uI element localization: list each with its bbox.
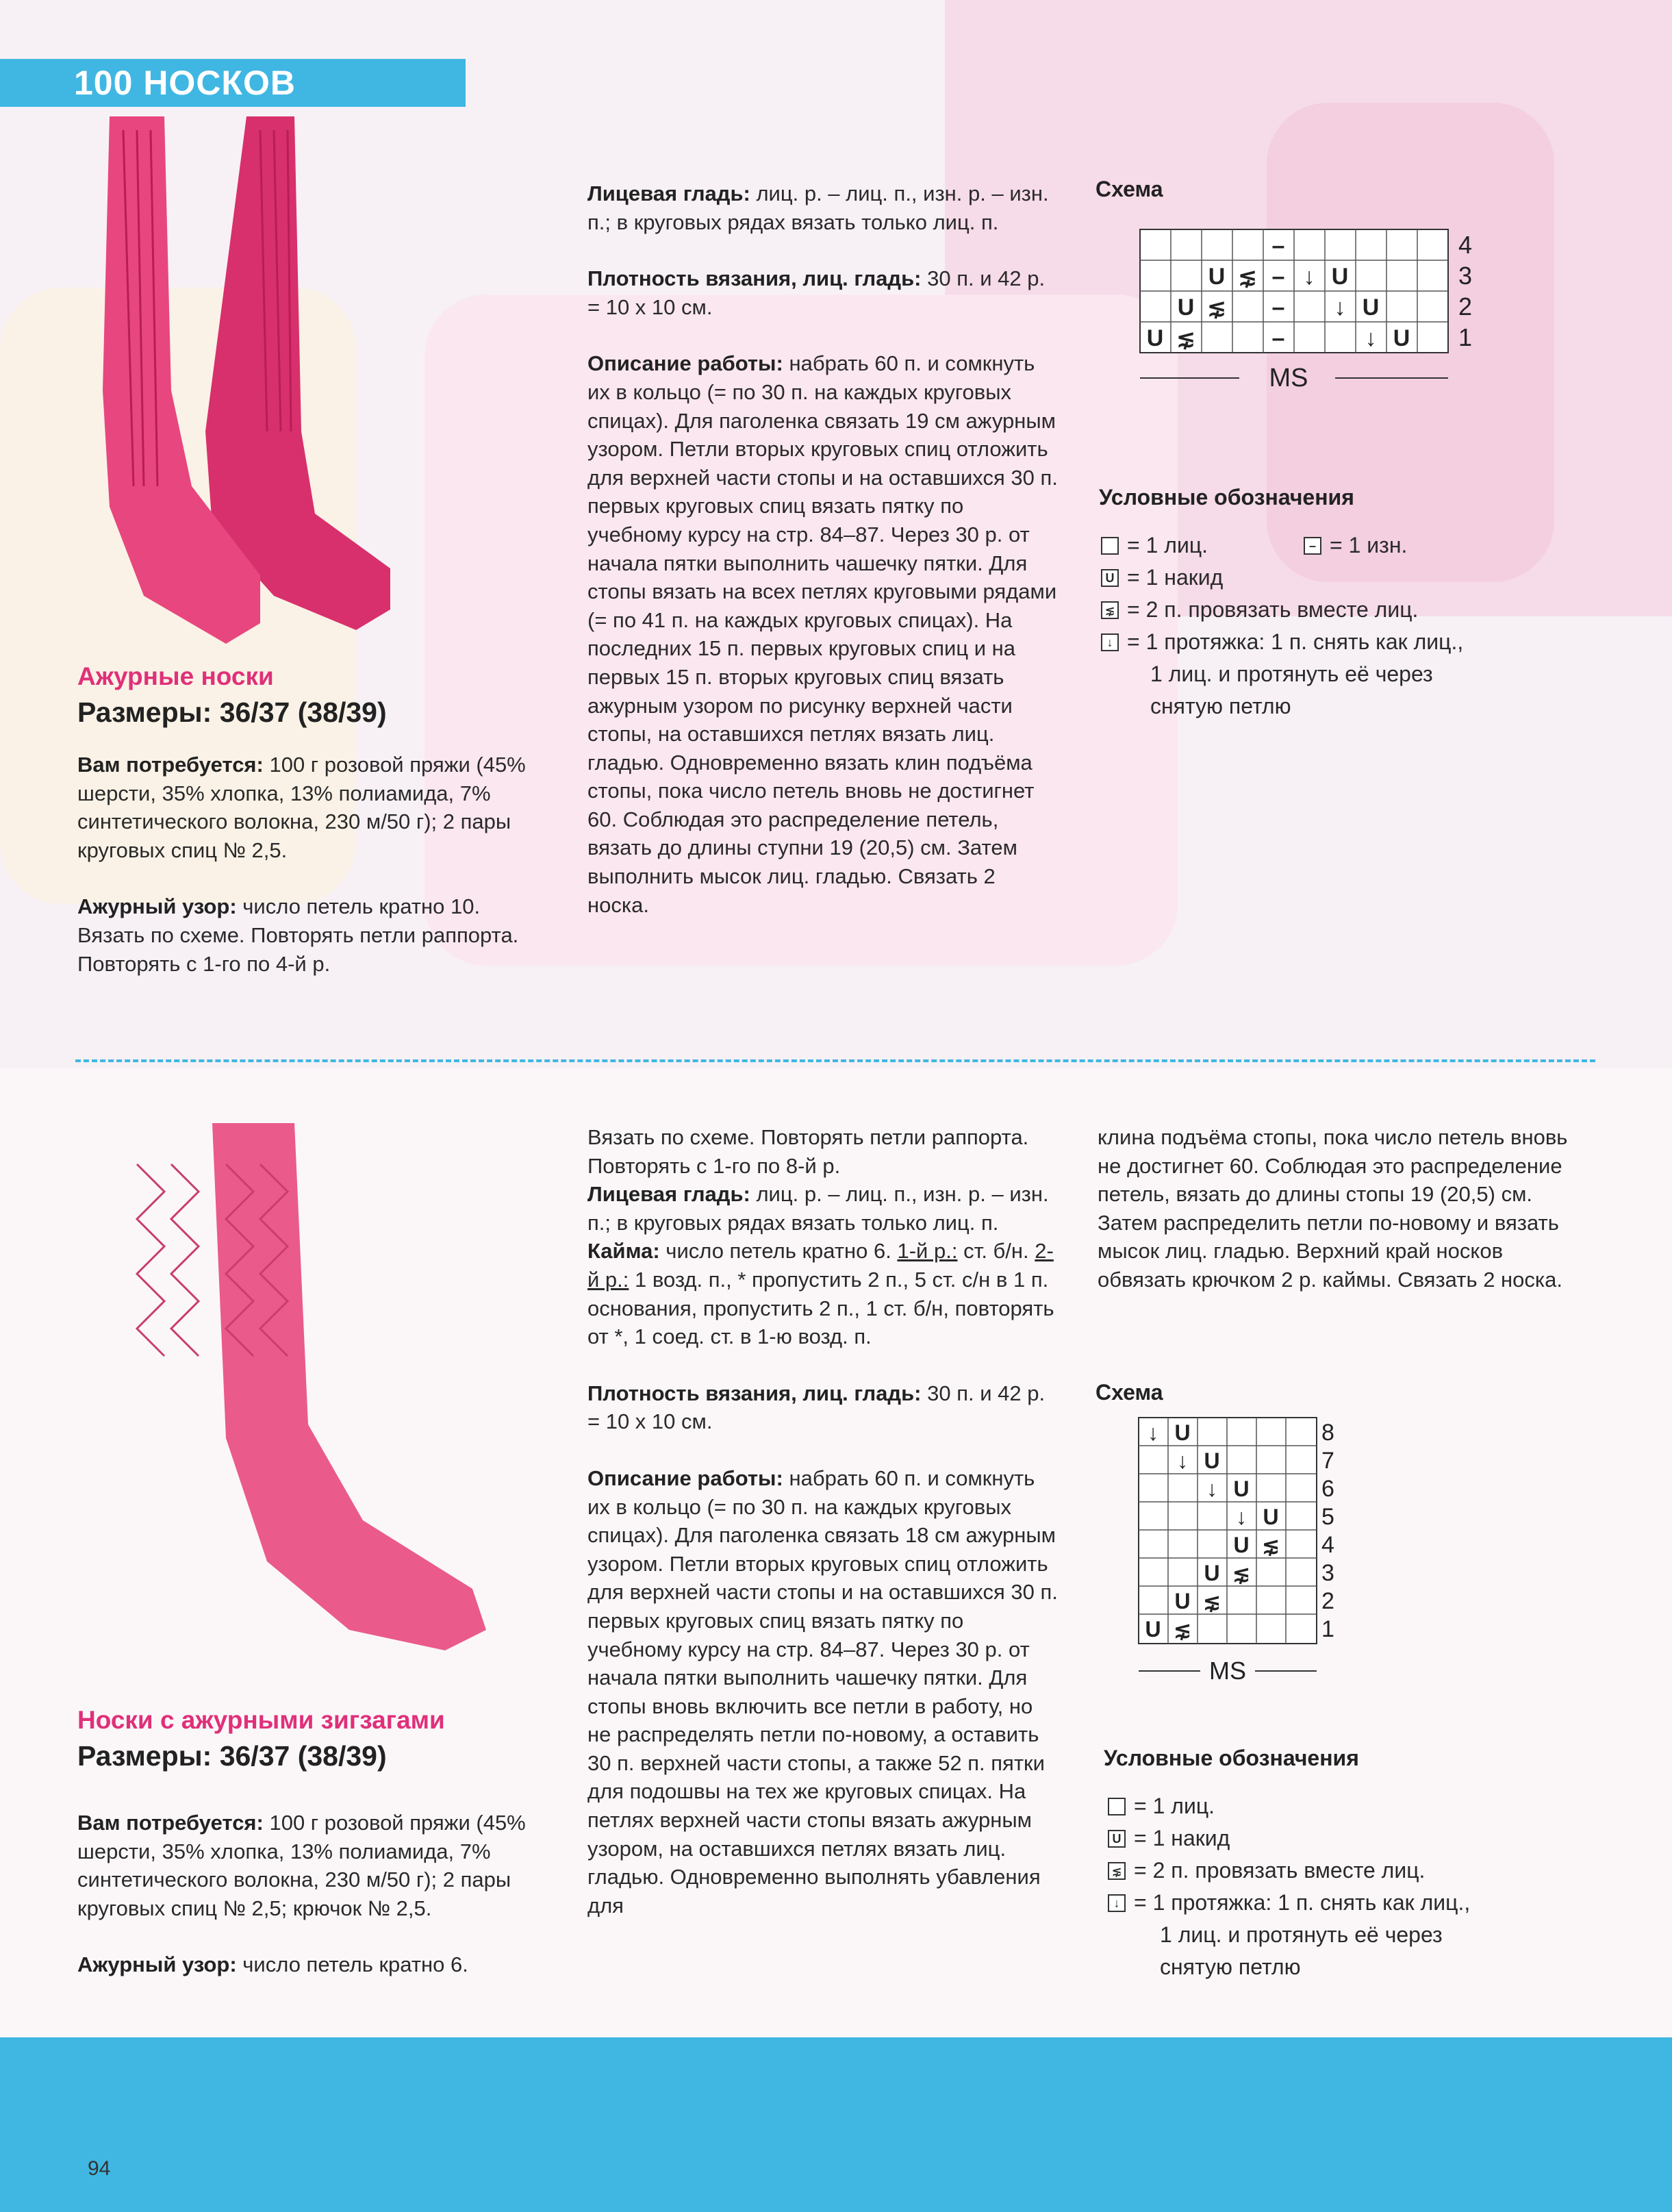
chart1-ms-label: MS <box>1269 364 1308 390</box>
yarn-over-symbol-icon: U <box>1108 1830 1126 1848</box>
section1-pattern: Ажурный узор: число петель кратно 10. Вязать по схеме. Повторять петли раппорта. Повторять с 1-го по 4-й р. <box>77 894 519 976</box>
chart1-row-1: 1 <box>1458 323 1473 351</box>
svg-text:⋦: ⋦ <box>1176 325 1196 351</box>
footer-band <box>0 2037 1672 2212</box>
section1-left-text <box>77 751 550 978</box>
slip-knit-pass-symbol-icon: ↓ <box>1101 633 1119 651</box>
svg-text:U: U <box>1174 1420 1191 1445</box>
svg-text:↓: ↓ <box>1334 294 1346 321</box>
chart2-row-4: 4 <box>1321 1532 1334 1558</box>
chart2-row-1: 1 <box>1321 1616 1334 1642</box>
chart1-row-2: 2 <box>1458 292 1473 321</box>
section1-chart-title: Схема <box>1095 177 1163 201</box>
purl-symbol-icon: – <box>1304 537 1321 555</box>
knit-two-together-symbol-icon: ⋦ <box>1101 601 1119 619</box>
svg-text:U: U <box>1174 1589 1191 1613</box>
svg-text:U: U <box>1204 1561 1220 1585</box>
yarn-over-symbol-icon: U <box>1101 569 1119 587</box>
svg-text:–: – <box>1271 264 1285 290</box>
section2-knitting-chart <box>1135 1414 1382 1695</box>
svg-text:U: U <box>1177 294 1195 321</box>
section1-description: Описание работы: набрать 60 п. и сомкнуть их в кольцо (= по 30 п. на каждых круговых спицах). Для паголенка связать 19 см ажурным узором. Петли вторых круговых спиц отложить для верхней части стопы и на оставшихся 30 п. первых круговых спиц вязать пятку по учебному курсу на стр. 84–87. Через 30 р. от начала пятки выполнить чашечку пятки. Для стопы вязать на всех петлях круговыми рядами (= по 41 п. на каждых круговых спицах). На последних 15 п. первых круговых спиц и на первых 15 п. вторых круговых спиц вязать ажурным узором по рисунку верхней части стопы, на оставшихся петлях вязать лиц. гладью. Одновременно вязать клин подъёма стопы, пока число петель вновь не достигнет 60. Соблюдая это распределение петель, вязать до длины ступни 19 (20,5) см. Затем выполнить мысок лиц. гладью. Связать 2 носка. <box>587 351 1058 917</box>
section1-legend-title: Условные обозначения <box>1099 485 1354 510</box>
section2-pattern: Ажурный узор: число петель кратно 6. <box>77 1952 468 1977</box>
svg-text:↓: ↓ <box>1206 1476 1217 1501</box>
chart1-row-3: 3 <box>1458 262 1473 290</box>
knit-symbol-icon <box>1108 1798 1126 1815</box>
svg-text:–: – <box>1271 294 1285 321</box>
svg-text:U: U <box>1233 1476 1250 1501</box>
sock-photo-2 <box>75 1109 514 1657</box>
svg-text:↓: ↓ <box>1177 1448 1188 1473</box>
svg-text:↓: ↓ <box>1236 1505 1247 1529</box>
chart2-ms-label: MS <box>1209 1657 1246 1685</box>
svg-text:U: U <box>1208 264 1226 290</box>
svg-text:U: U <box>1145 1617 1161 1642</box>
section1-stockinette: Лицевая гладь: лиц. р. – лиц. п., изн. р. – изн. п.; в круговых рядах вязать только лиц. п. <box>587 181 1049 234</box>
svg-text:U: U <box>1146 325 1164 351</box>
svg-text:⋦: ⋦ <box>1202 1589 1221 1613</box>
section2-legend-title: Условные обозначения <box>1104 1746 1359 1770</box>
section2-gauge: Плотность вязания, лиц. гладь: 30 п. и 42 р. = 10 х 10 см. <box>587 1381 1046 1434</box>
section2-stockinette: Лицевая гладь: лиц. р. – лиц. п., изн. р. – изн. п.; в круговых рядах вязать только лиц. п. <box>587 1182 1049 1235</box>
section1-legend: = 1 лиц. – = 1 изн. U = 1 накид ⋦ = 2 п. провязать вместе лиц. ↓ = 1 протяжка: 1 п. снять как лиц., 1 лиц. и протянуть её через снятую петлю <box>1101 529 1463 722</box>
slip-knit-pass-symbol-icon: ↓ <box>1108 1894 1126 1912</box>
section2-materials: Вам потребуется: 100 г розовой пряжи (45% шерсти, 35% хлопка, 13% полиамида, 7% синтетического волокна, 230 м/50 г); 2 пары круговых спиц № 2,5; крючок № 2,5. <box>77 1811 526 1920</box>
chart2-row-5: 5 <box>1321 1504 1334 1530</box>
section2-legend: = 1 лиц. U = 1 накид ⋦ = 2 п. провязать вместе лиц. ↓ = 1 протяжка: 1 п. снять как лиц., 1 лиц. и протянуть её через снятую петлю <box>1108 1790 1470 1983</box>
svg-text:⋦: ⋦ <box>1173 1617 1192 1642</box>
section2-description-continued: клина подъёма стопы, пока число петель вновь не достигнет 60. Соблюдая это распределение петель, вязать до длины стопы 19 (20,5) см. Затем распределить петли по-новому и вязать мысок лиц. гладью. Верхний край носков обвязать крючком 2 р. каймы. Связать 2 носка. <box>1098 1125 1568 1292</box>
section-divider <box>75 1059 1595 1062</box>
section2-description: Описание работы: набрать 60 п. и сомкнуть их в кольцо (= по 30 п. на каждых круговых спицах). Для паголенка связать 18 см ажурным узором. Петли вторых круговых спиц отложить для верхней части стопы и на оставшихся 30 п. первых круговых спиц вязать пятку по учебному курсу на стр. 84–87. Через 30 р. от начала пятки выполнить чашечку пятки. Для стопы вновь включить все петли в работу, но не распределять петли по-новому, а оставить 30 п. верхней части стопы, а также 52 п. пятки для подошвы на тех же круговых спицах. На петлях верхней части стопы вязать ажурным узором, на оставшихся петлях вязать лиц. гладью. Одновременно выполнять убавления для <box>587 1466 1058 1918</box>
svg-text:↓: ↓ <box>1365 325 1377 351</box>
section1-knitting-chart <box>1137 226 1493 390</box>
section1-middle-text <box>587 179 1060 919</box>
chart2-row-6: 6 <box>1321 1476 1334 1502</box>
section2-left-text <box>77 1809 550 1979</box>
section2-right-text <box>1098 1123 1570 1294</box>
header-title: 100 НОСКОВ <box>74 64 296 102</box>
section1-gauge: Плотность вязания, лиц. гладь: 30 п. и 42 р. = 10 х 10 см. <box>587 266 1046 319</box>
chart2-row-7: 7 <box>1321 1448 1334 1474</box>
svg-text:U: U <box>1233 1533 1250 1557</box>
svg-text:⋦: ⋦ <box>1206 294 1227 321</box>
sock-photo-1 <box>68 103 520 651</box>
svg-text:U: U <box>1331 264 1349 290</box>
svg-text:U: U <box>1204 1448 1220 1473</box>
chart2-row-3: 3 <box>1321 1560 1334 1586</box>
svg-text:↓: ↓ <box>1148 1420 1158 1445</box>
section2-pattern-continued: Вязать по схеме. Повторять петли раппорта. Повторять с 1-го по 8-й р. <box>587 1125 1029 1178</box>
svg-text:⋦: ⋦ <box>1261 1533 1280 1557</box>
section2-middle-text <box>587 1123 1060 1920</box>
chart2-row-8: 8 <box>1321 1420 1334 1446</box>
svg-text:⋦: ⋦ <box>1237 264 1258 290</box>
svg-text:U: U <box>1393 325 1410 351</box>
chart2-row-2: 2 <box>1321 1588 1334 1614</box>
knit-two-together-symbol-icon: ⋦ <box>1108 1862 1126 1880</box>
chart1-row-4: 4 <box>1458 231 1473 259</box>
section2-border: Кайма: число петель кратно 6. 1-й р.: ст. б/н. 2-й р.: 1 возд. п., * пропустить 2 п., 5 ст. с/н в 1 п. основания, пропустить 2 п., 1 ст. б/н, повторять от *, 1 соед. ст. в 1-ю возд. п. <box>587 1239 1054 1349</box>
svg-text:↓: ↓ <box>1303 264 1315 290</box>
section1-sizes: Размеры: 36/37 (38/39) <box>77 696 387 728</box>
svg-text:U: U <box>1263 1505 1279 1529</box>
section2-sizes: Размеры: 36/37 (38/39) <box>77 1740 387 1772</box>
section2-chart-title: Схема <box>1095 1380 1163 1405</box>
svg-text:–: – <box>1271 233 1285 259</box>
section2-title: Носки с ажурными зигзагами <box>77 1706 445 1734</box>
section1-title: Ажурные носки <box>77 662 274 690</box>
page-number: 94 <box>88 2157 111 2180</box>
section1-materials: Вам потребуется: 100 г розовой пряжи (45% шерсти, 35% хлопка, 13% полиамида, 7% синтетического волокна, 230 м/50 г); 2 пары круговых спиц № 2,5. <box>77 753 526 862</box>
knit-symbol-icon <box>1101 537 1119 555</box>
svg-text:⋦: ⋦ <box>1232 1561 1251 1585</box>
svg-text:–: – <box>1271 325 1285 351</box>
svg-text:U: U <box>1362 294 1380 321</box>
